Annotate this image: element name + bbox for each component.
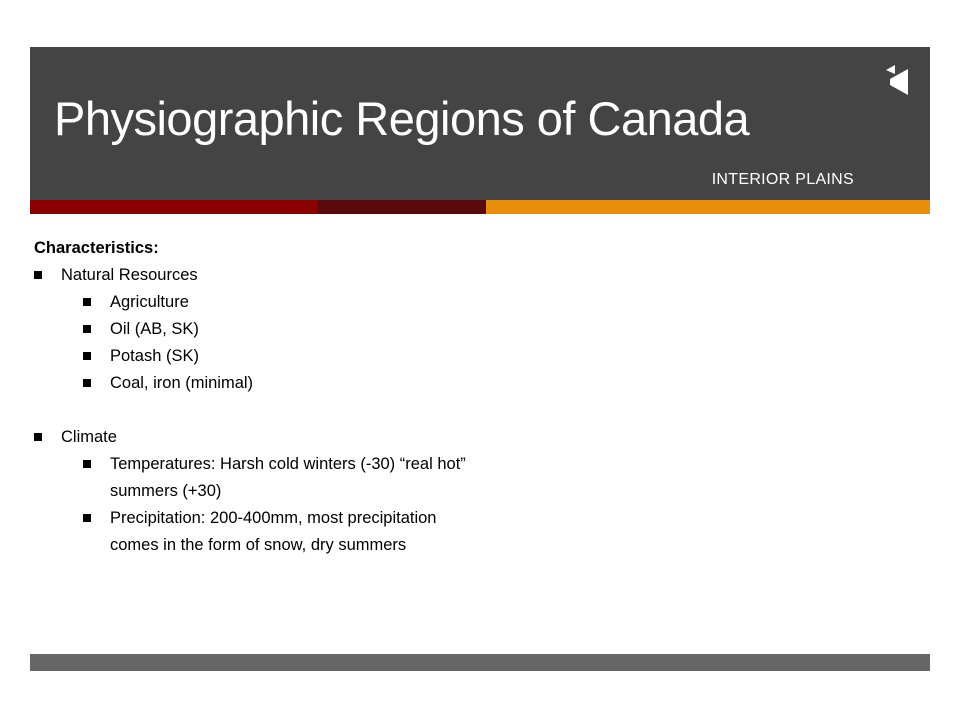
- accent-stripe-orange: [486, 200, 930, 214]
- slide-subtitle: INTERIOR PLAINS: [711, 171, 854, 188]
- bullet-text: Oil (AB, SK): [110, 320, 199, 338]
- bullet-text: Temperatures: Harsh cold winters (-30) “real hot” summers (+30): [110, 455, 466, 500]
- square-bullet-icon: [83, 514, 91, 522]
- square-bullet-icon: [83, 460, 91, 468]
- bullet-coal-iron: [34, 370, 474, 397]
- bullet-climate: [34, 424, 474, 451]
- bullet-natural-resources: [34, 262, 474, 289]
- bullet-temperatures: [34, 451, 474, 505]
- square-bullet-icon: [34, 271, 42, 279]
- content-body: [34, 235, 474, 559]
- square-bullet-icon: [83, 325, 91, 333]
- footer-bar: [30, 654, 930, 671]
- slide-title: Physiographic Regions of Canada: [54, 92, 750, 145]
- characteristics-heading: Characteristics:: [34, 239, 159, 257]
- bullet-text: Coal, iron (minimal): [110, 374, 254, 392]
- bullet-potash: [34, 343, 474, 370]
- spacer: [34, 397, 474, 424]
- accent-stripe-dark-red: [318, 200, 486, 214]
- accent-stripe-red: [30, 200, 318, 214]
- title-header: [30, 47, 930, 200]
- square-bullet-icon: [34, 433, 42, 441]
- bullet-precipitation: [34, 505, 474, 559]
- bullet-oil: [34, 316, 474, 343]
- bullet-text: Climate: [61, 428, 117, 446]
- bullet-agriculture: [34, 289, 474, 316]
- square-bullet-icon: [83, 379, 91, 387]
- square-bullet-icon: [83, 352, 91, 360]
- square-bullet-icon: [83, 298, 91, 306]
- bullet-text: Precipitation: 200-400mm, most precipitation comes in the form of snow, dry summers: [110, 509, 437, 554]
- corner-arrow-icon: [886, 65, 908, 95]
- bullet-text: Natural Resources: [61, 266, 198, 284]
- bullet-text: Agriculture: [110, 293, 189, 311]
- bullet-text: Potash (SK): [110, 347, 199, 365]
